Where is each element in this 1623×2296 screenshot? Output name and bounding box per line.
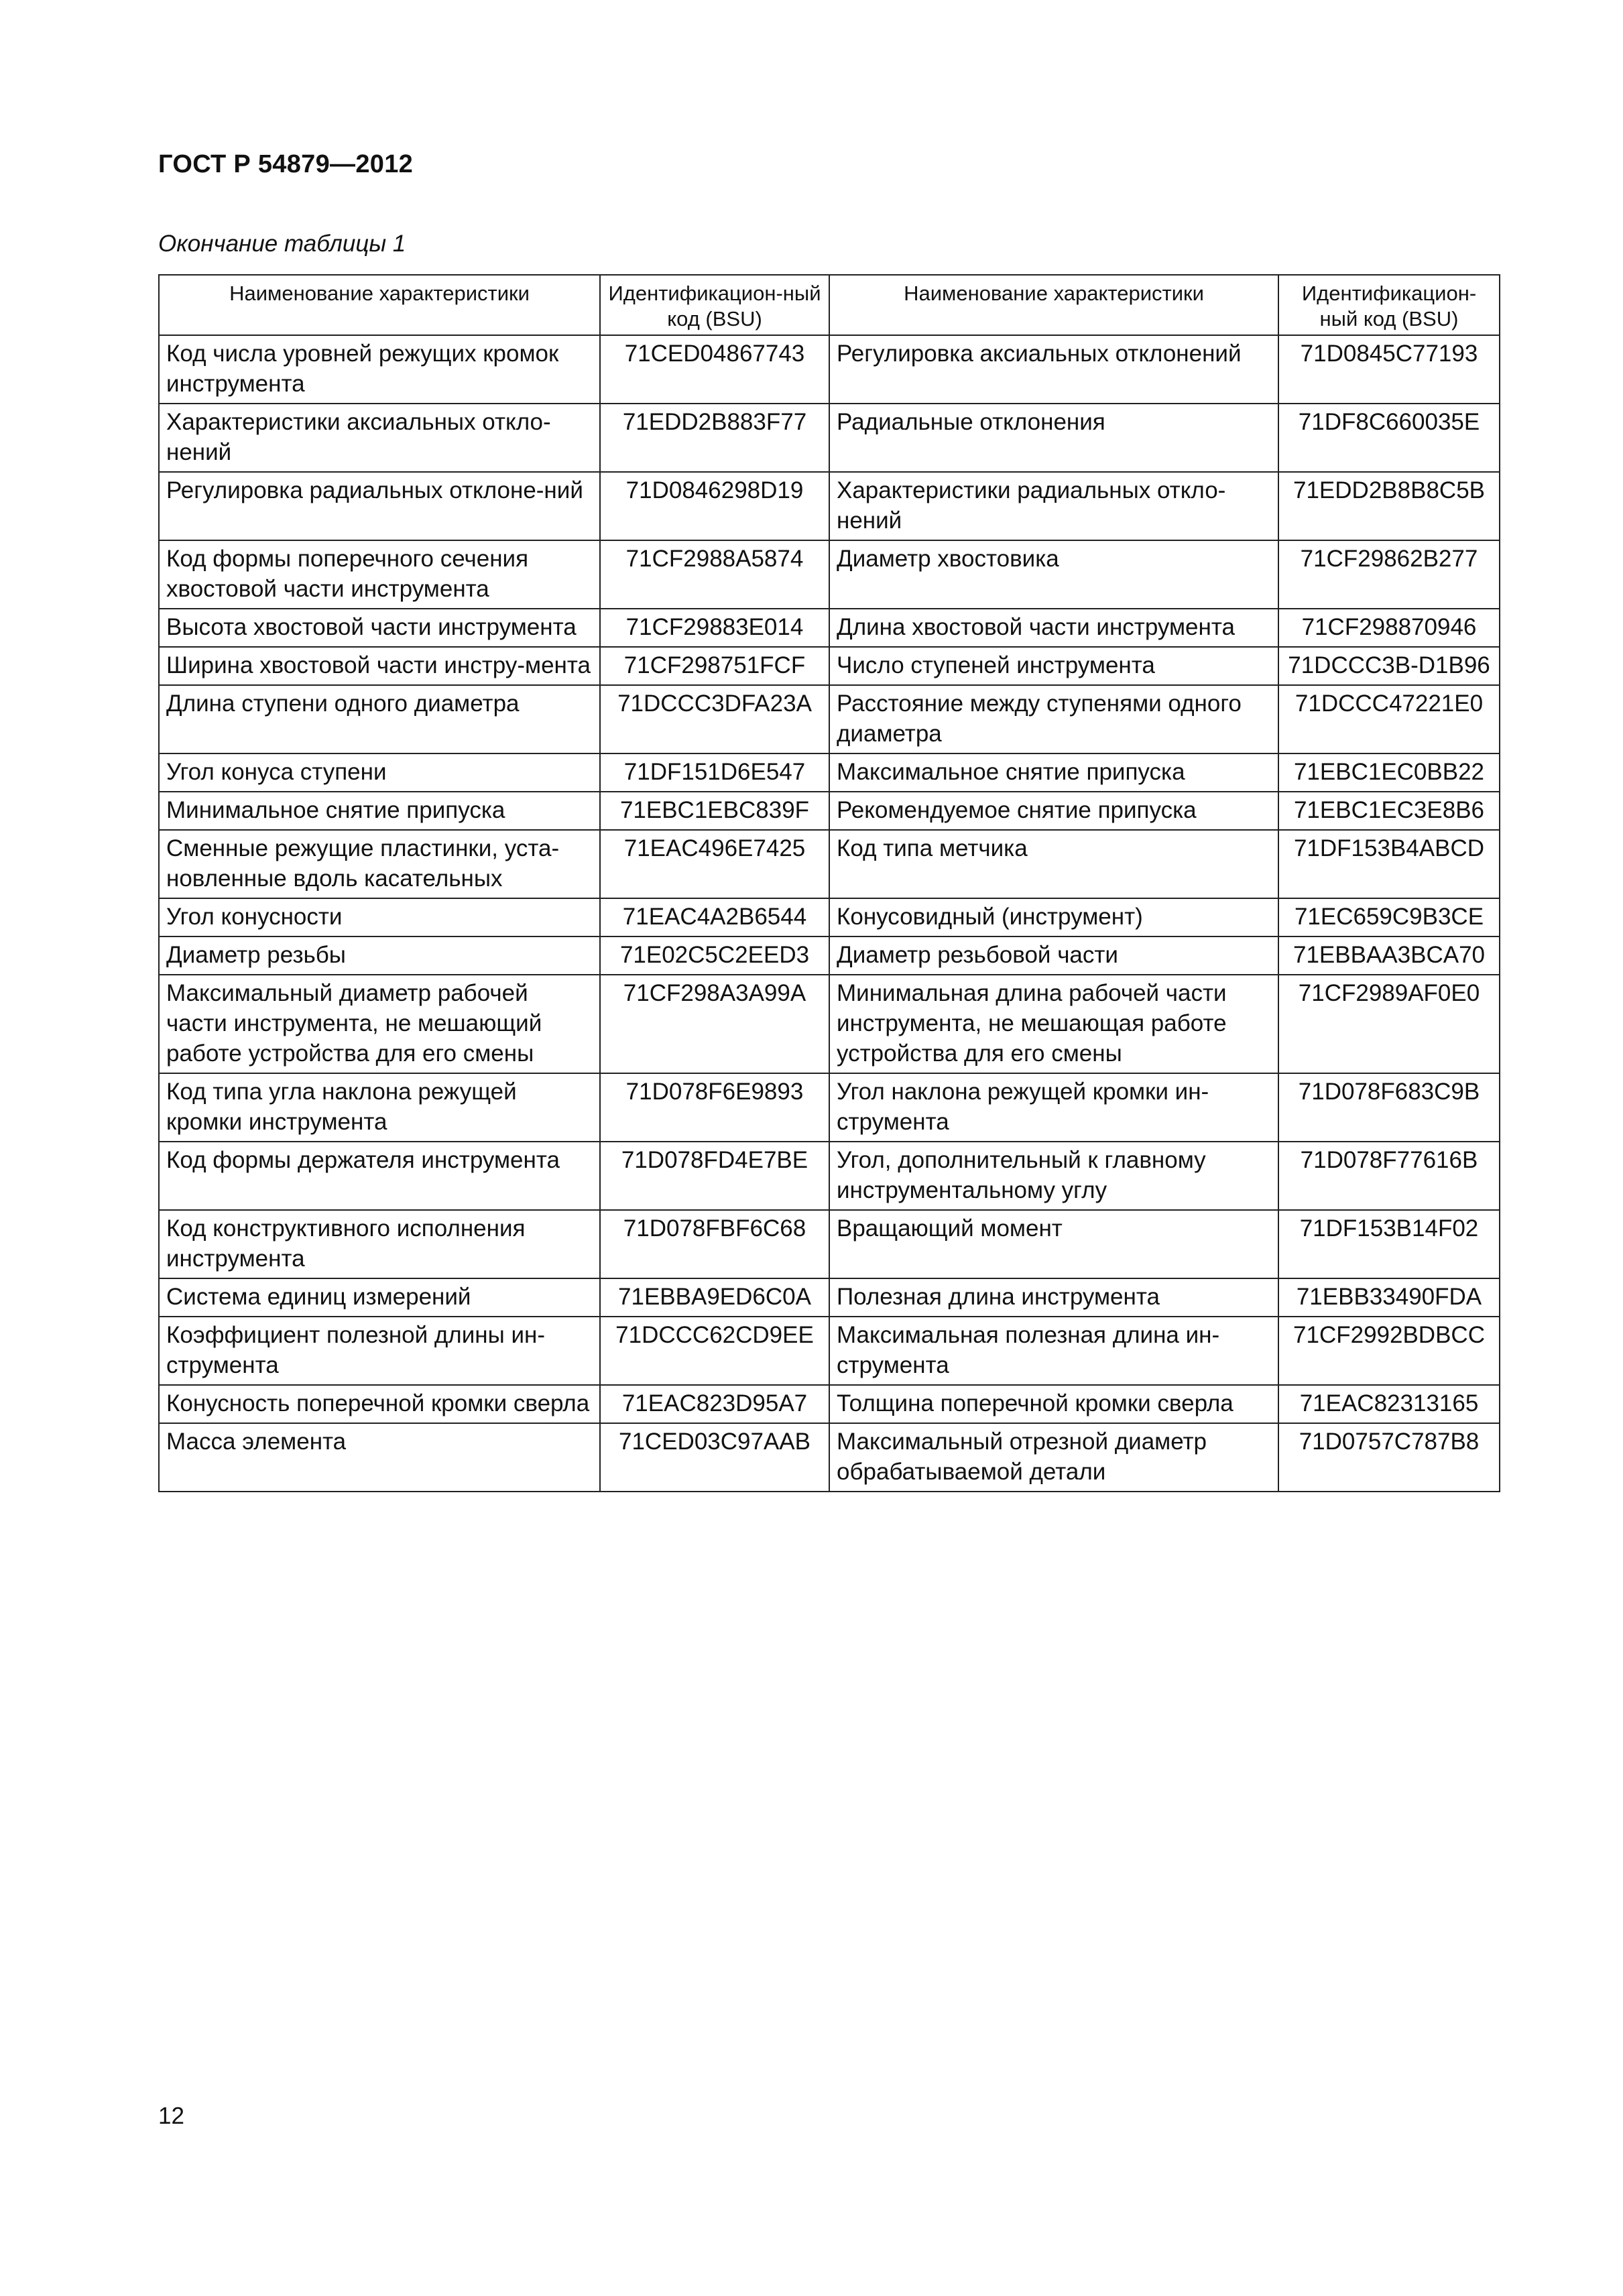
characteristic-name: Конусность поперечной кромки сверла xyxy=(159,1385,600,1423)
table-row xyxy=(159,1317,1500,1385)
bsu-code: 71D0846298D19 xyxy=(600,472,829,540)
bsu-code: 71D078F77616B xyxy=(1278,1142,1500,1210)
bsu-code: 71D078F683C9B xyxy=(1278,1073,1500,1142)
characteristic-name: Угол, дополнительный к главному инструментальному углу xyxy=(829,1142,1278,1210)
table-row xyxy=(159,936,1500,975)
bsu-code: 71DF8C660035E xyxy=(1278,404,1500,472)
characteristic-name: Максимальное снятие припуска xyxy=(829,753,1278,792)
bsu-code: 71D0845C77193 xyxy=(1278,335,1500,404)
bsu-code: 71DCCC3B-D1B96 xyxy=(1278,647,1500,685)
characteristic-name: Максимальный отрезной диаметр обрабатываемой детали xyxy=(829,1423,1278,1492)
document-header: ГОСТ Р 54879—2012 xyxy=(158,150,414,178)
characteristic-name: Радиальные отклонения xyxy=(829,404,1278,472)
bsu-code: 71CED03C97AAB xyxy=(600,1423,829,1492)
bsu-code: 71D078FBF6C68 xyxy=(600,1210,829,1278)
bsu-code: 71EBC1EBC839F xyxy=(600,792,829,830)
bsu-code: 71CF2989AF0E0 xyxy=(1278,975,1500,1073)
table-row xyxy=(159,404,1500,472)
header-bsu-code-1: Идентификацион-ный код (BSU) xyxy=(600,275,829,335)
table-row xyxy=(159,830,1500,898)
characteristic-name: Длина хвостовой части инструмента xyxy=(829,609,1278,647)
characteristic-name: Вращающий момент xyxy=(829,1210,1278,1278)
characteristic-name: Угол наклона режущей кромки ин-струмента xyxy=(829,1073,1278,1142)
characteristic-name: Рекомендуемое снятие припуска xyxy=(829,792,1278,830)
bsu-code: 71CED04867743 xyxy=(600,335,829,404)
bsu-code: 71EAC823D95A7 xyxy=(600,1385,829,1423)
bsu-code: 71CF298870946 xyxy=(1278,609,1500,647)
characteristic-name: Минимальная длина рабочей части инструмента, не мешающая работе устройства для его смены xyxy=(829,975,1278,1073)
characteristic-name: Масса элемента xyxy=(159,1423,600,1492)
characteristic-name: Расстояние между ступенями одного диаметра xyxy=(829,685,1278,753)
characteristic-name: Код формы держателя инструмента xyxy=(159,1142,600,1210)
table-row xyxy=(159,898,1500,936)
table-row xyxy=(159,753,1500,792)
characteristic-name: Код формы поперечного сечения хвостовой части инструмента xyxy=(159,540,600,609)
characteristic-name: Код числа уровней режущих кромок инструмента xyxy=(159,335,600,404)
characteristic-name: Максимальная полезная длина ин-струмента xyxy=(829,1317,1278,1385)
page-number: 12 xyxy=(158,2103,184,2129)
bsu-code: 71EC659C9B3CE xyxy=(1278,898,1500,936)
characteristic-name: Толщина поперечной кромки сверла xyxy=(829,1385,1278,1423)
characteristic-name: Коэффициент полезной длины ин-струмента xyxy=(159,1317,600,1385)
bsu-code: 71EBB33490FDA xyxy=(1278,1278,1500,1317)
characteristic-name: Диаметр резьбы xyxy=(159,936,600,975)
characteristic-name: Код типа угла наклона режущей кромки инструмента xyxy=(159,1073,600,1142)
bsu-code: 71DF153B4ABCD xyxy=(1278,830,1500,898)
characteristic-name: Регулировка радиальных отклоне-ний xyxy=(159,472,600,540)
bsu-code: 71EAC4A2B6544 xyxy=(600,898,829,936)
table-row xyxy=(159,540,1500,609)
header-bsu-code-2: Идентификацион-ный код (BSU) xyxy=(1278,275,1500,335)
characteristic-name: Угол конуса ступени xyxy=(159,753,600,792)
bsu-code: 71DCCC47221E0 xyxy=(1278,685,1500,753)
bsu-code: 71CF29862B277 xyxy=(1278,540,1500,609)
bsu-code: 71D0757C787B8 xyxy=(1278,1423,1500,1492)
header-characteristic-name-2: Наименование характеристики xyxy=(829,275,1278,335)
characteristic-name: Характеристики аксиальных откло-нений xyxy=(159,404,600,472)
characteristic-name: Минимальное снятие припуска xyxy=(159,792,600,830)
table-row xyxy=(159,685,1500,753)
bsu-code: 71EAC82313165 xyxy=(1278,1385,1500,1423)
bsu-code: 71CF298A3A99A xyxy=(600,975,829,1073)
characteristic-name: Диаметр резьбовой части xyxy=(829,936,1278,975)
characteristic-name: Код конструктивного исполнения инструмента xyxy=(159,1210,600,1278)
bsu-code: 71EDD2B8B8C5B xyxy=(1278,472,1500,540)
characteristics-table xyxy=(158,274,1500,1492)
characteristic-name: Число ступеней инструмента xyxy=(829,647,1278,685)
bsu-code: 71EAC496E7425 xyxy=(600,830,829,898)
characteristic-name: Ширина хвостовой части инстру-мента xyxy=(159,647,600,685)
characteristic-name: Диаметр хвостовика xyxy=(829,540,1278,609)
bsu-code: 71D078F6E9893 xyxy=(600,1073,829,1142)
table-row xyxy=(159,609,1500,647)
bsu-code: 71EBC1EC0BB22 xyxy=(1278,753,1500,792)
table-row xyxy=(159,792,1500,830)
characteristic-name: Длина ступени одного диаметра xyxy=(159,685,600,753)
table-row xyxy=(159,647,1500,685)
bsu-code: 71CF2992BDBCC xyxy=(1278,1317,1500,1385)
table-row xyxy=(159,1210,1500,1278)
table-row xyxy=(159,472,1500,540)
table-caption: Окончание таблицы 1 xyxy=(158,231,406,257)
table-row xyxy=(159,1142,1500,1210)
characteristic-name: Полезная длина инструмента xyxy=(829,1278,1278,1317)
bsu-code: 71DCCC3DFA23A xyxy=(600,685,829,753)
table-row xyxy=(159,1423,1500,1492)
table-row xyxy=(159,975,1500,1073)
table-header-row xyxy=(159,275,1500,335)
characteristic-name: Высота хвостовой части инструмента xyxy=(159,609,600,647)
characteristic-name: Код типа метчика xyxy=(829,830,1278,898)
bsu-code: 71D078FD4E7BE xyxy=(600,1142,829,1210)
characteristic-name: Характеристики радиальных откло-нений xyxy=(829,472,1278,540)
characteristic-name: Регулировка аксиальных отклонений xyxy=(829,335,1278,404)
bsu-code: 71CF2988A5874 xyxy=(600,540,829,609)
bsu-code: 71DF153B14F02 xyxy=(1278,1210,1500,1278)
bsu-code: 71CF29883E014 xyxy=(600,609,829,647)
bsu-code: 71EBC1EC3E8B6 xyxy=(1278,792,1500,830)
characteristic-name: Система единиц измерений xyxy=(159,1278,600,1317)
bsu-code: 71CF298751FCF xyxy=(600,647,829,685)
characteristic-name: Максимальный диаметр рабочей части инструмента, не мешающий работе устройства для его смены xyxy=(159,975,600,1073)
bsu-code: 71E02C5C2EED3 xyxy=(600,936,829,975)
characteristic-name: Угол конусности xyxy=(159,898,600,936)
bsu-code: 71EBBAA3BCA70 xyxy=(1278,936,1500,975)
table-row xyxy=(159,1278,1500,1317)
bsu-code: 71EBBA9ED6C0A xyxy=(600,1278,829,1317)
bsu-code: 71DCCC62CD9EE xyxy=(600,1317,829,1385)
bsu-code: 71EDD2B883F77 xyxy=(600,404,829,472)
table-row xyxy=(159,1385,1500,1423)
characteristic-name: Сменные режущие пластинки, уста-новленные вдоль касательных xyxy=(159,830,600,898)
bsu-code: 71DF151D6E547 xyxy=(600,753,829,792)
header-characteristic-name-1: Наименование характеристики xyxy=(159,275,600,335)
table-row xyxy=(159,335,1500,404)
table-row xyxy=(159,1073,1500,1142)
characteristic-name: Конусовидный (инструмент) xyxy=(829,898,1278,936)
